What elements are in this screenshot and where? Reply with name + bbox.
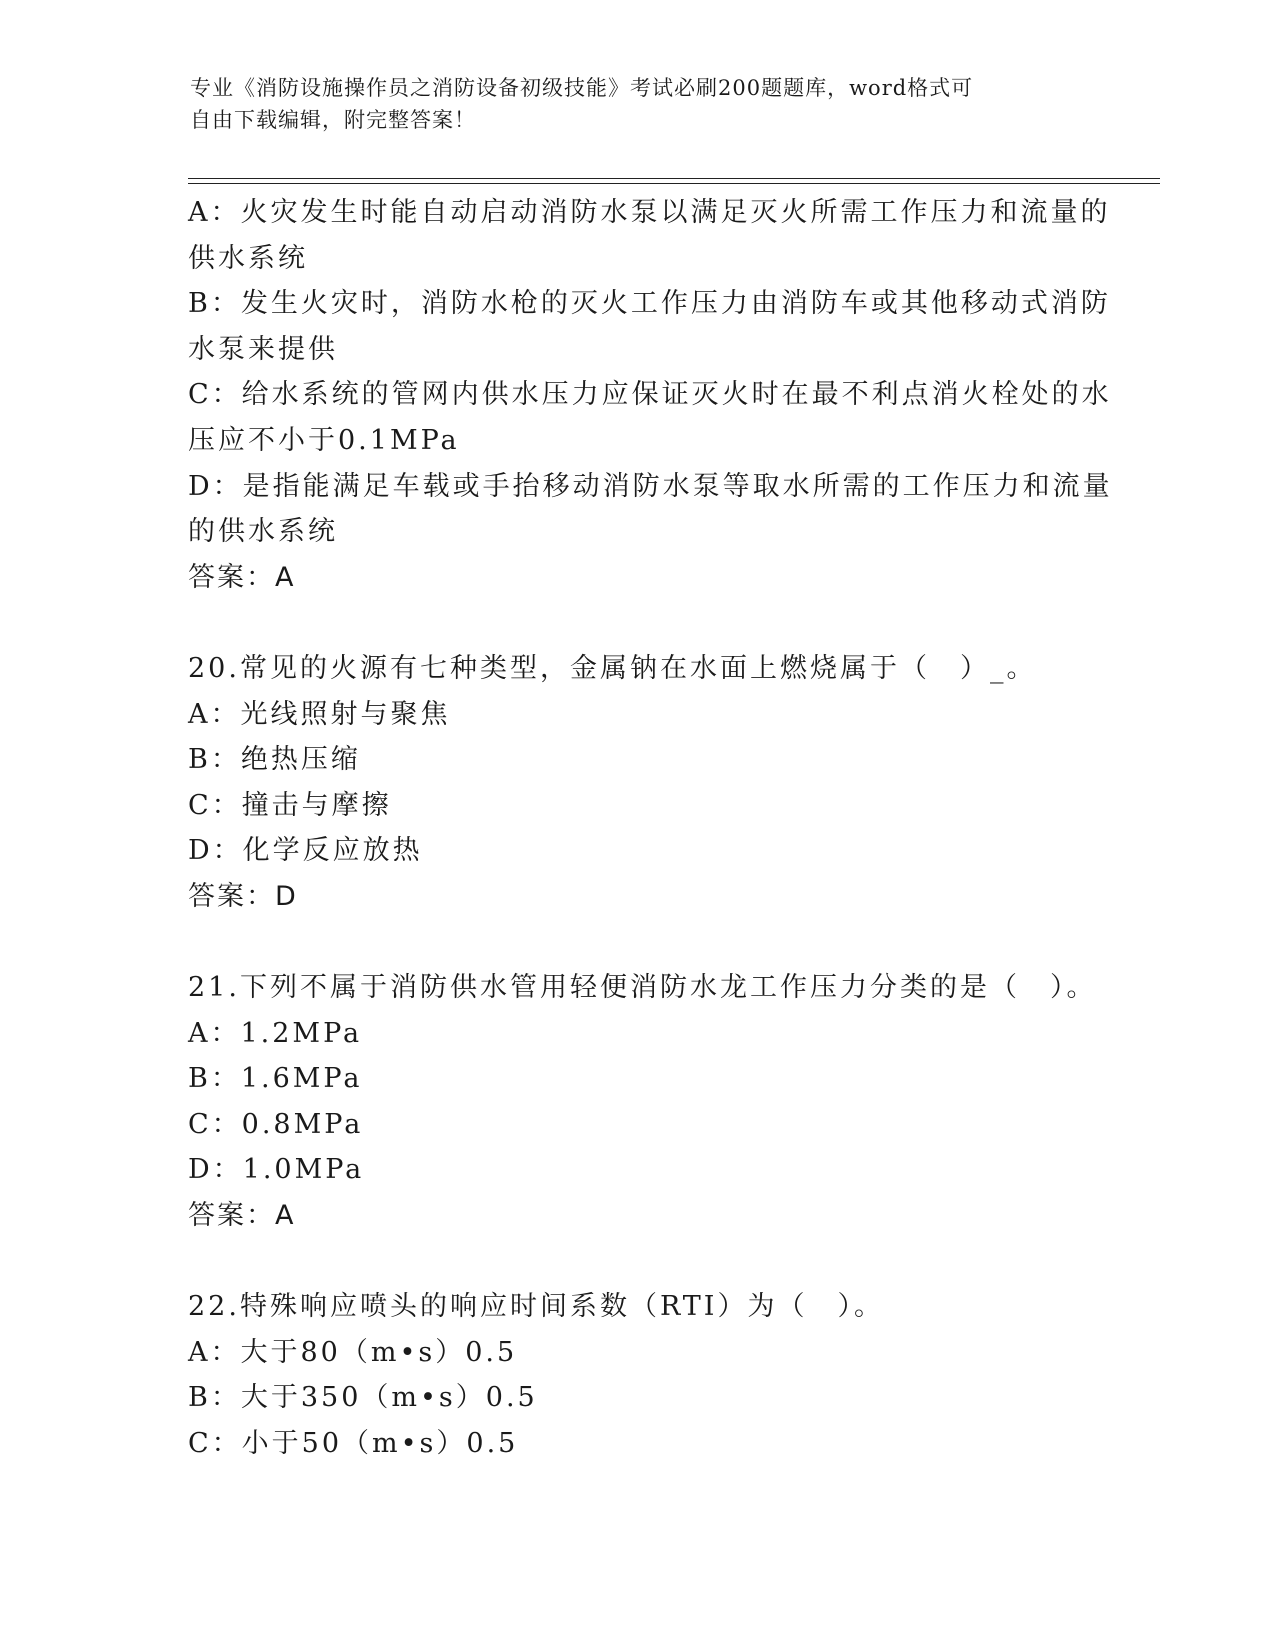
option-b: B：1.6MPa xyxy=(188,1063,363,1095)
spacer xyxy=(188,920,1088,966)
option-d-line-2: 的供水系统 xyxy=(188,516,338,548)
option-b: B：绝热压缩 xyxy=(188,744,361,776)
option-b-line-1: B：发生火灾时，消防水枪的灭火工作压力由消防车或其他移动式消防 xyxy=(188,288,1111,320)
option-c: C：0.8MPa xyxy=(188,1108,364,1140)
option-a: A：光线照射与聚焦 xyxy=(188,698,451,730)
question-19-block xyxy=(188,190,1113,600)
answer-line: 答案：A xyxy=(188,1200,296,1232)
option-c-line-1: C：给水系统的管网内供水压力应保证灭火时在最不利点消火栓处的水 xyxy=(188,379,1112,411)
header-divider-top xyxy=(188,178,1160,179)
option-b: B：大于350（m•s）0.5 xyxy=(188,1382,538,1414)
option-c: C：撞击与摩擦 xyxy=(188,789,392,821)
answer-line: 答案：D xyxy=(188,880,298,912)
option-a: A：1.2MPa xyxy=(188,1017,363,1049)
question-text: 21.下列不属于消防供水管用轻便消防水龙工作压力分类的是（ ）。 xyxy=(188,972,1097,1004)
question-21-block xyxy=(188,965,1097,1239)
option-c-line-2: 压应不小于0.1MPa xyxy=(188,424,460,456)
spacer xyxy=(188,1239,1088,1285)
option-a-line-2: 供水系统 xyxy=(188,242,308,274)
question-list xyxy=(188,190,1113,1467)
question-text: 22.特殊响应喷头的响应时间系数（RTI）为（ ）。 xyxy=(188,1291,884,1323)
document-header xyxy=(190,72,1070,136)
option-a-line-1: A：火灾发生时能自动启动消防水泵以满足灭火所需工作压力和流量的 xyxy=(188,197,1111,228)
question-text: 20.常见的火源有七种类型，金属钠在水面上燃烧属于（ ）_。 xyxy=(188,652,1037,684)
header-line-2: 自由下载编辑，附完整答案！ xyxy=(190,108,476,132)
question-22-block xyxy=(188,1284,1088,1466)
option-c: C：小于50（m•s）0.5 xyxy=(188,1428,519,1460)
option-d: D：1.0MPa xyxy=(188,1154,365,1186)
header-line-1: 专业《消防设施操作员之消防设备初级技能》考试必刷200题题库，word格式可 xyxy=(190,76,974,100)
option-d-line-1: D：是指能满足车载或手抬移动消防水泵等取水所需的工作压力和流量 xyxy=(188,470,1113,502)
option-d: D：化学反应放热 xyxy=(188,835,423,867)
option-b-line-2: 水泵来提供 xyxy=(188,333,338,365)
answer-line: 答案：A xyxy=(188,561,296,593)
option-a: A：大于80（m•s）0.5 xyxy=(188,1336,518,1368)
header-divider-bottom xyxy=(188,183,1160,184)
spacer xyxy=(188,600,1088,646)
question-20-block xyxy=(188,646,1088,920)
